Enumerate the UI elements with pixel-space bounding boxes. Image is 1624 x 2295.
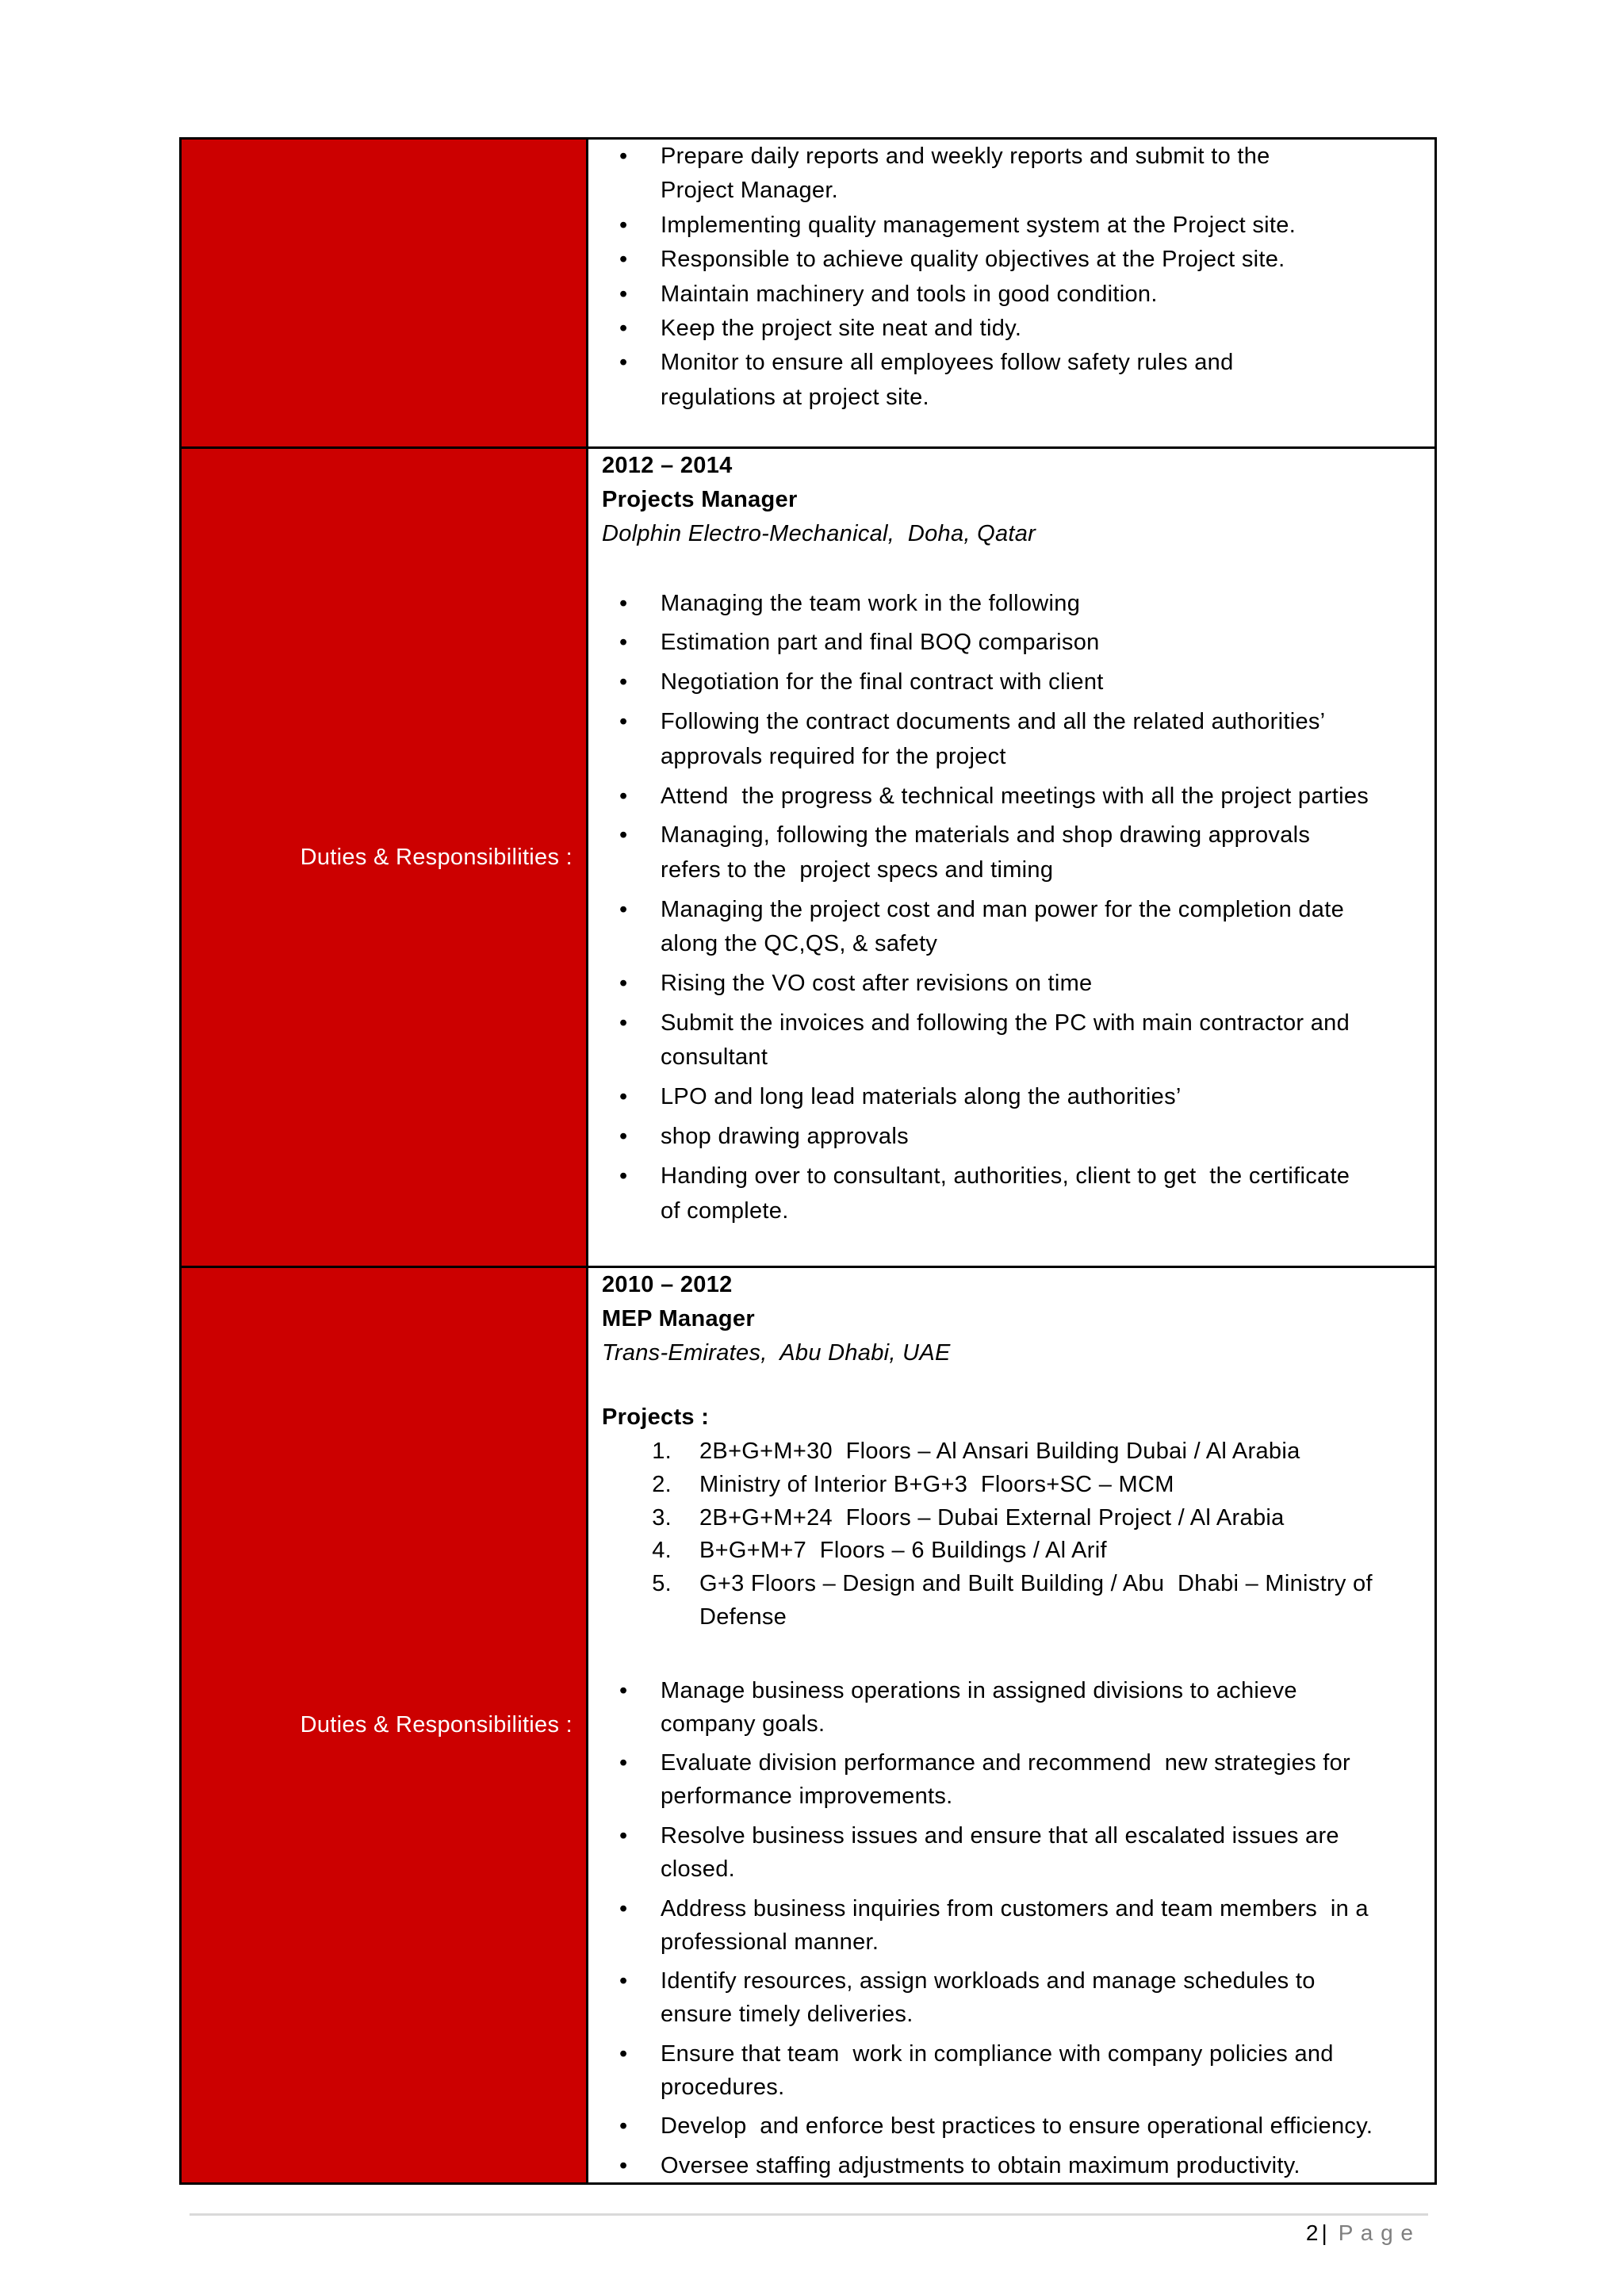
duty-item [602, 1674, 1427, 1741]
job-title: Projects Manager [602, 487, 798, 512]
bullet-icon: • [619, 630, 628, 656]
duty-item [602, 705, 1427, 774]
bullet-icon: • [619, 1677, 628, 1703]
duty-item-text: shop drawing approvals [661, 1124, 909, 1150]
duty-item [602, 209, 1427, 243]
duties-label: Duties & Responsibilities : [300, 844, 573, 870]
bullet-icon: • [619, 281, 628, 307]
bullet-icon: • [619, 1895, 628, 1921]
bullet-icon: • [619, 212, 628, 238]
duty-list [602, 1674, 1427, 2182]
duty-item [602, 893, 1427, 962]
duty-item [602, 2109, 1427, 2143]
bullet-icon: • [619, 783, 628, 809]
bullet-icon: • [619, 669, 628, 695]
duty-item-text: Responsible to achieve quality objectives at the Project site. [661, 247, 1285, 273]
footer-page-number: 2 [1305, 2220, 1319, 2245]
project-item-number: 4. [652, 1538, 672, 1564]
label-cell [182, 140, 586, 446]
duty-item-text: LPO and long lead materials along the authorities’ [661, 1084, 1182, 1110]
duty-item-text: Address business inquiries from customers and team members in a professional manner. [661, 1895, 1369, 1955]
duty-item-text: Evaluate division performance and recommend new strategies for performance improvements. [661, 1750, 1350, 1810]
content-cell [586, 1268, 1434, 2182]
experience-row [182, 140, 1434, 446]
duty-item [602, 587, 1427, 621]
duty-item [602, 665, 1427, 699]
duty-item-text: Implementing quality management system at the Project site. [661, 212, 1297, 238]
duty-item-text: Prepare daily reports and weekly reports and submit to the Project Manager. [661, 144, 1270, 204]
duty-item [602, 312, 1427, 346]
bullet-icon: • [619, 1968, 628, 1994]
project-item-number: 1. [652, 1439, 672, 1465]
bullet-icon: • [619, 144, 628, 169]
company-location: Trans-Emirates, Abu Dhabi, UAE [602, 1340, 951, 1366]
project-item-number: 5. [652, 1571, 672, 1597]
duty-item [602, 1964, 1427, 2031]
duty-item-text: Identify resources, assign workloads and manage schedules to ensure timely deliveries. [661, 1968, 1316, 2028]
duty-item-text: Managing the team work in the following [661, 590, 1081, 616]
project-list [602, 1435, 1427, 1634]
bullet-icon: • [619, 590, 628, 616]
duty-list [602, 587, 1427, 1228]
duty-item-text: Ensure that team work in compliance with company policies and procedures. [661, 2040, 1334, 2100]
bullet-icon: • [619, 1750, 628, 1776]
project-item [602, 1435, 1427, 1469]
duty-item-text: Keep the project site neat and tidy. [661, 316, 1022, 342]
bullet-icon: • [619, 709, 628, 735]
bullet-icon: • [619, 2040, 628, 2067]
project-item [602, 1568, 1427, 1634]
bullet-icon: • [619, 1124, 628, 1150]
company-location: Dolphin Electro-Mechanical, Doha, Qatar [602, 521, 1036, 546]
project-item-text: 2B+G+M+24 Floors – Dubai External Project / Al Arabia [699, 1504, 1285, 1531]
duty-item-text: Negotiation for the final contract with client [661, 669, 1104, 695]
bullet-icon: • [619, 2113, 628, 2140]
bullet-icon: • [619, 822, 628, 849]
duty-item-text: Resolve business issues and ensure that all escalated issues are closed. [661, 1823, 1339, 1883]
job-title: MEP Manager [602, 1306, 755, 1331]
experience-row [182, 446, 1434, 1266]
project-item-number: 2. [652, 1471, 672, 1497]
duty-item [602, 780, 1427, 814]
duty-item [602, 2149, 1427, 2182]
duty-list [602, 140, 1427, 415]
project-item-text: G+3 Floors – Design and Built Building / Abu Dhabi – Ministry of Defense [699, 1571, 1373, 1630]
duty-item [602, 140, 1427, 209]
duty-item-text: Rising the VO cost after revisions on time [661, 971, 1093, 997]
project-item-text: Ministry of Interior B+G+3 Floors+SC – MCM [699, 1471, 1174, 1497]
bullet-icon: • [619, 247, 628, 273]
bullet-icon: • [619, 316, 628, 342]
duty-item-text: Manage business operations in assigned divisions to achieve company goals. [661, 1677, 1297, 1737]
duty-item-text: Develop and enforce best practices to ensure operational efficiency. [661, 2113, 1373, 2140]
project-item [602, 1534, 1427, 1568]
job-period: 2010 – 2012 [602, 1272, 733, 1297]
project-item-text: B+G+M+7 Floors – 6 Buildings / Al Arif [699, 1538, 1107, 1564]
duty-item [602, 1746, 1427, 1813]
duty-item [602, 818, 1427, 887]
duty-item [602, 278, 1427, 312]
duty-item [602, 346, 1427, 415]
duty-item [602, 626, 1427, 660]
duty-item [602, 243, 1427, 277]
project-item [602, 1469, 1427, 1502]
duties-label: Duties & Responsibilities : [300, 1712, 573, 1738]
bullet-icon: • [619, 1084, 628, 1110]
bullet-icon: • [619, 1010, 628, 1036]
bullet-icon: • [619, 1823, 628, 1849]
duty-item-text: Maintain machinery and tools in good condition. [661, 281, 1158, 307]
duty-item-text: Following the contract documents and all the related authorities’ approvals required for the project [661, 709, 1326, 769]
duty-item [602, 1080, 1427, 1114]
duty-item-text: Estimation part and final BOQ comparison [661, 630, 1100, 656]
bullet-icon: • [619, 350, 628, 376]
duty-item-text: Submit the invoices and following the PC with main contractor and consultant [661, 1010, 1350, 1071]
bullet-icon: • [619, 971, 628, 997]
bullet-icon: • [619, 1163, 628, 1190]
duty-item [602, 1120, 1427, 1154]
job-period: 2012 – 2014 [602, 453, 733, 478]
duty-item [602, 967, 1427, 1001]
label-cell [182, 449, 586, 1266]
duty-item-text: Attend the progress & technical meetings with all the project parties [661, 783, 1369, 809]
projects-heading: Projects : [602, 1404, 710, 1430]
duty-item-text: Managing the project cost and man power for the completion date along the QC,QS, & safety [661, 896, 1345, 957]
duty-item [602, 1819, 1427, 1886]
content-cell [586, 449, 1434, 1266]
duty-item-text: Managing, following the materials and shop drawing approvals refers to the project specs and timing [661, 822, 1311, 883]
footer-page-word: P a g e [1338, 2220, 1414, 2245]
label-cell [182, 1268, 586, 2182]
project-item [602, 1502, 1427, 1535]
project-item-number: 3. [652, 1504, 672, 1531]
bullet-icon: • [619, 896, 628, 922]
duty-item-text: Monitor to ensure all employees follow safety rules and regulations at project site. [661, 350, 1234, 410]
experience-row [182, 1266, 1434, 2182]
footer-rule [190, 2213, 1428, 2216]
footer-separator: | [1321, 2220, 1327, 2245]
bullet-icon: • [619, 2153, 628, 2179]
experience-table [179, 137, 1437, 2185]
content-cell [586, 140, 1434, 446]
footer-page-label [1306, 2217, 1414, 2249]
duty-item [602, 1159, 1427, 1228]
duty-item-text: Handing over to consultant, authorities, client to get the certificate of complete. [661, 1163, 1350, 1224]
project-item-text: 2B+G+M+30 Floors – Al Ansari Building Dubai / Al Arabia [699, 1439, 1300, 1465]
duty-item [602, 1892, 1427, 1959]
duty-item-text: Oversee staffing adjustments to obtain maximum productivity. [661, 2153, 1300, 2179]
duty-item [602, 2037, 1427, 2104]
duty-item [602, 1006, 1427, 1075]
